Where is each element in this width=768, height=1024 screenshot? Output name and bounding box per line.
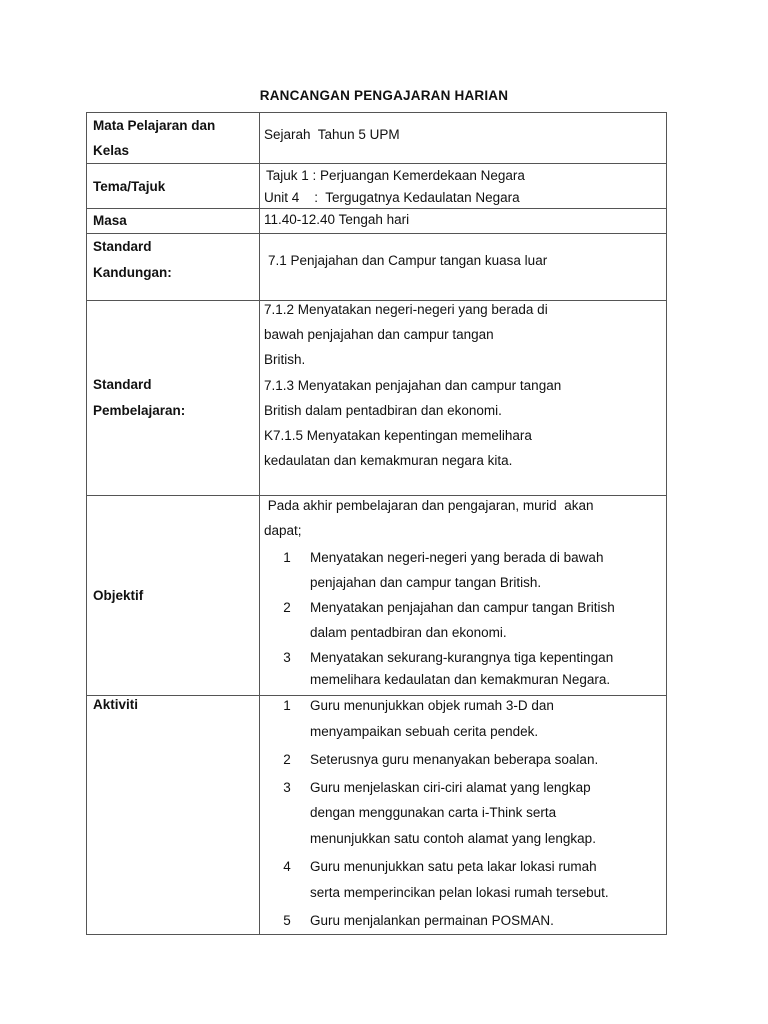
label-activity: Aktiviti bbox=[87, 696, 260, 935]
activity-list bbox=[264, 693, 662, 934]
lesson-plan-table bbox=[86, 112, 667, 935]
item-number: 4 bbox=[283, 859, 291, 874]
value-learning-standard bbox=[260, 301, 667, 496]
value-activity bbox=[260, 696, 667, 935]
document-title: RANCANGAN PENGAJARAN HARIAN bbox=[259, 88, 509, 103]
label-learning-standard: Standard Pembelajaran: bbox=[87, 301, 260, 496]
theme-line: Unit 4 : Tergugatnya Kedaulatan Negara bbox=[264, 190, 520, 205]
learning-standard-line: kedaulatan dan kemakmuran negara kita. bbox=[264, 453, 513, 469]
activity-item: 4 Guru menunjukkan satu peta lakar lokasi rumah serta memperincikan pelan lokasi rumah tersebut. bbox=[264, 854, 662, 905]
item-number: 2 bbox=[283, 752, 291, 767]
activity-item: 3 Guru menjelaskan ciri-ciri alamat yang lengkap dengan menggunakan carta i-Think serta menunjukkan satu contoh alamat yang lengkap. bbox=[264, 775, 662, 852]
row-content-standard bbox=[87, 234, 667, 301]
value-content-standard: 7.1 Penjajahan dan Campur tangan kuasa luar bbox=[260, 234, 667, 301]
learning-standard-line: 7.1.2 Menyatakan negeri-negeri yang berada di bbox=[264, 302, 548, 317]
objective-intro: dapat; bbox=[264, 523, 302, 538]
activity-item: 1 Guru menunjukkan objek rumah 3-D dan menyampaikan sebuah cerita pendek. bbox=[264, 693, 662, 744]
item-number: 2 bbox=[283, 600, 291, 615]
label-time: Masa bbox=[87, 209, 260, 234]
objective-item: 3 Menyatakan sekurang-kurangnya tiga kepentingan memelihara kedaulatan dan kemakmuran Negara. bbox=[264, 645, 662, 690]
row-time bbox=[87, 209, 667, 234]
label-content-standard: Standard Kandungan: bbox=[87, 234, 260, 301]
objective-item: 2 Menyatakan penjajahan dan campur tangan British dalam pentadbiran dan ekonomi. bbox=[264, 595, 662, 645]
activity-item: 5 Guru menjalankan permainan POSMAN. bbox=[264, 908, 662, 934]
theme-line: Tajuk 1 : Perjuangan Kemerdekaan Negara bbox=[266, 168, 525, 183]
row-theme bbox=[87, 164, 667, 209]
label-theme: Tema/Tajuk bbox=[87, 164, 260, 209]
row-activity bbox=[87, 696, 667, 935]
learning-standard-line: bawah penjajahan dan campur tangan bbox=[264, 327, 494, 343]
learning-standard-line: 7.1.3 Menyatakan penjajahan dan campur tangan bbox=[264, 377, 562, 393]
learning-standard-line: British dalam pentadbiran dan ekonomi. bbox=[264, 402, 502, 418]
item-number: 3 bbox=[283, 779, 291, 795]
row-subject bbox=[87, 113, 667, 164]
value-subject: Sejarah Tahun 5 UPM bbox=[260, 113, 667, 164]
learning-standard-line: K7.1.5 Menyatakan kepentingan memelihara bbox=[264, 428, 532, 444]
item-number: 1 bbox=[283, 698, 291, 713]
row-objective bbox=[87, 496, 667, 696]
objective-list bbox=[264, 545, 662, 690]
activity-item: 2 Seterusnya guru menanyakan beberapa soalan. bbox=[264, 747, 662, 773]
label-objective: Objektif bbox=[87, 496, 260, 696]
value-theme bbox=[260, 164, 667, 209]
item-number: 3 bbox=[283, 650, 291, 665]
learning-standard-line: British. bbox=[264, 352, 306, 368]
value-time: 11.40-12.40 Tengah hari bbox=[260, 209, 667, 234]
objective-item: 1 Menyatakan negeri-negeri yang berada di bawah penjajahan dan campur tangan British. bbox=[264, 545, 662, 595]
item-number: 5 bbox=[283, 913, 291, 928]
label-subject: Mata Pelajaran dan Kelas bbox=[87, 113, 260, 164]
row-learning-standard bbox=[87, 301, 667, 496]
objective-intro: Pada akhir pembelajaran dan pengajaran, murid akan bbox=[264, 498, 594, 513]
value-objective bbox=[260, 496, 667, 696]
item-number: 1 bbox=[283, 550, 291, 565]
